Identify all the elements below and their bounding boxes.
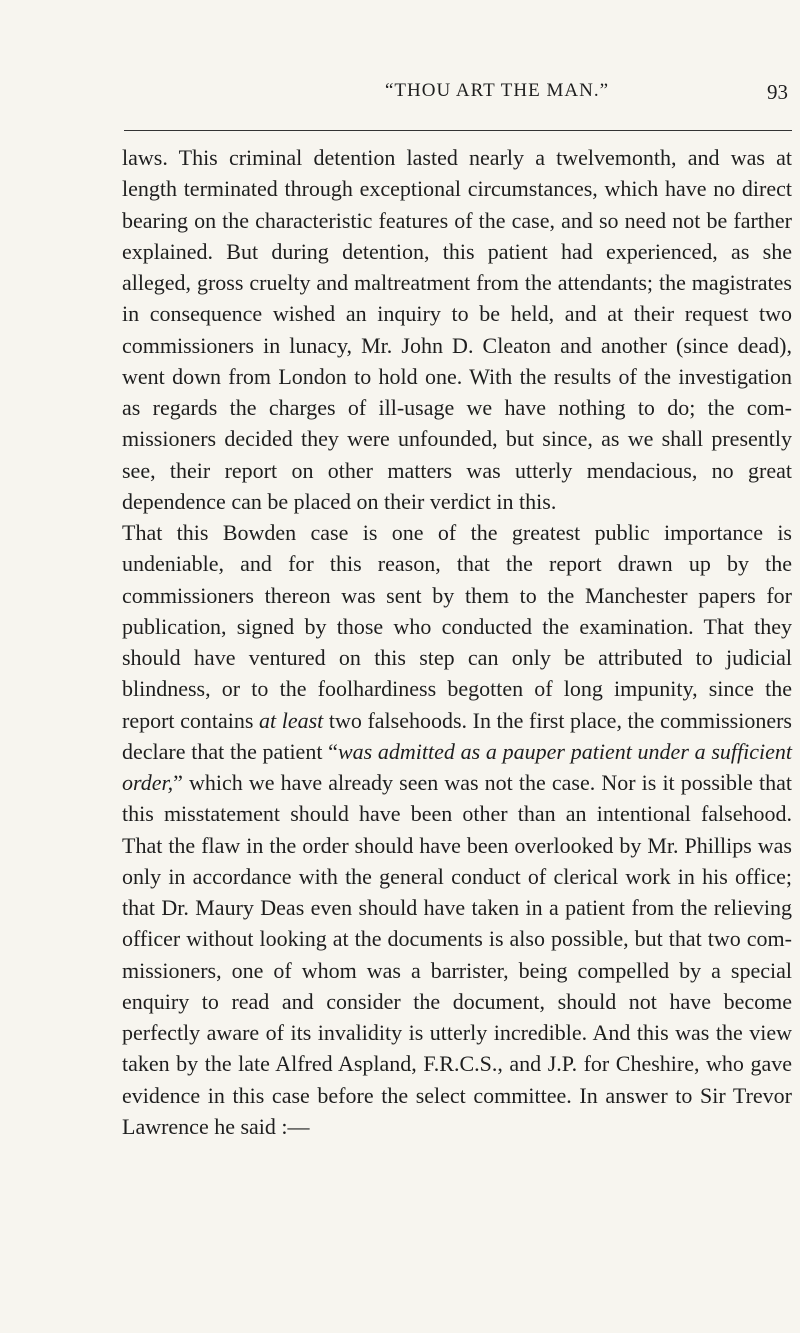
paragraph-2-italic-a: at least: [259, 707, 324, 733]
paragraph-2: [122, 517, 792, 1142]
paragraph-2-text-a: That this Bowden case is one of the greatest public importance is undeniable, and for this reason, that the report drawn up by the commissioners thereon was sent by them to the Manchester papers for publication, signed by those who conducted the examination. That they should have ventured on this step can only be attributed to judicial blindness, or to the foolhardiness begotten of long impunity, since the report contains: [122, 520, 792, 733]
running-title: “THOU ART THE MAN.”: [384, 80, 610, 101]
paragraph-2-italic-b: was admitted as a pauper patient under a sufficient order,: [122, 738, 792, 795]
paragraph-1: laws. This criminal detention lasted nearly a twelvemonth, and was at length terminated through exceptional circumstances, which have no direct bearing on the characteristic features of the case, and so need not be farther explained. But during detention, this patient had experienced, as she alleged, gross cruelty and maltreatment from the attendants; the magistrates in consequence wished an inquiry to be held, and at their request two commissioners in lunacy, Mr. John D. Cleaton and another (since dead), went down from London to hold one. With the results of the investigation as regards the charges of ill-usage we have nothing to do; the commissioners decided they were unfounded, but since, as we shall presently see, their report on other matters was utterly mendacious, no great dependence can be placed on their verdict in this.: [122, 145, 792, 514]
paragraph-2-text-b: two falsehoods. In the first place, the commissioners declare that the patient “: [122, 707, 792, 764]
running-head: [120, 80, 794, 110]
page-number: 93: [767, 80, 788, 104]
body-text: [122, 142, 792, 1142]
paragraph-2-text-c: ” which we have already seen was not the case. Nor is it possible that this misstatement should have been other than an intentional falsehood. That the flaw in the order should have been overlooked by Mr. Phillips was only in accordance with the general conduct of clerical work in his office; that Dr. Maury Deas even should have taken in a patient from the relieving officer without looking at the documents is also possible, but that two commissioners, one of whom was a barrister, being compelled by a special enquiry to read and consider the document, should not have become perfectly aware of its invalidity is utterly incredible. And this was the view taken by the late Alfred Aspland, F.R.C.S., and J.P. for Cheshire, who gave evidence in this case before the select committee. In answer to Sir Trevor Lawrence he said :—: [122, 770, 792, 1139]
header-rule: [124, 130, 792, 131]
